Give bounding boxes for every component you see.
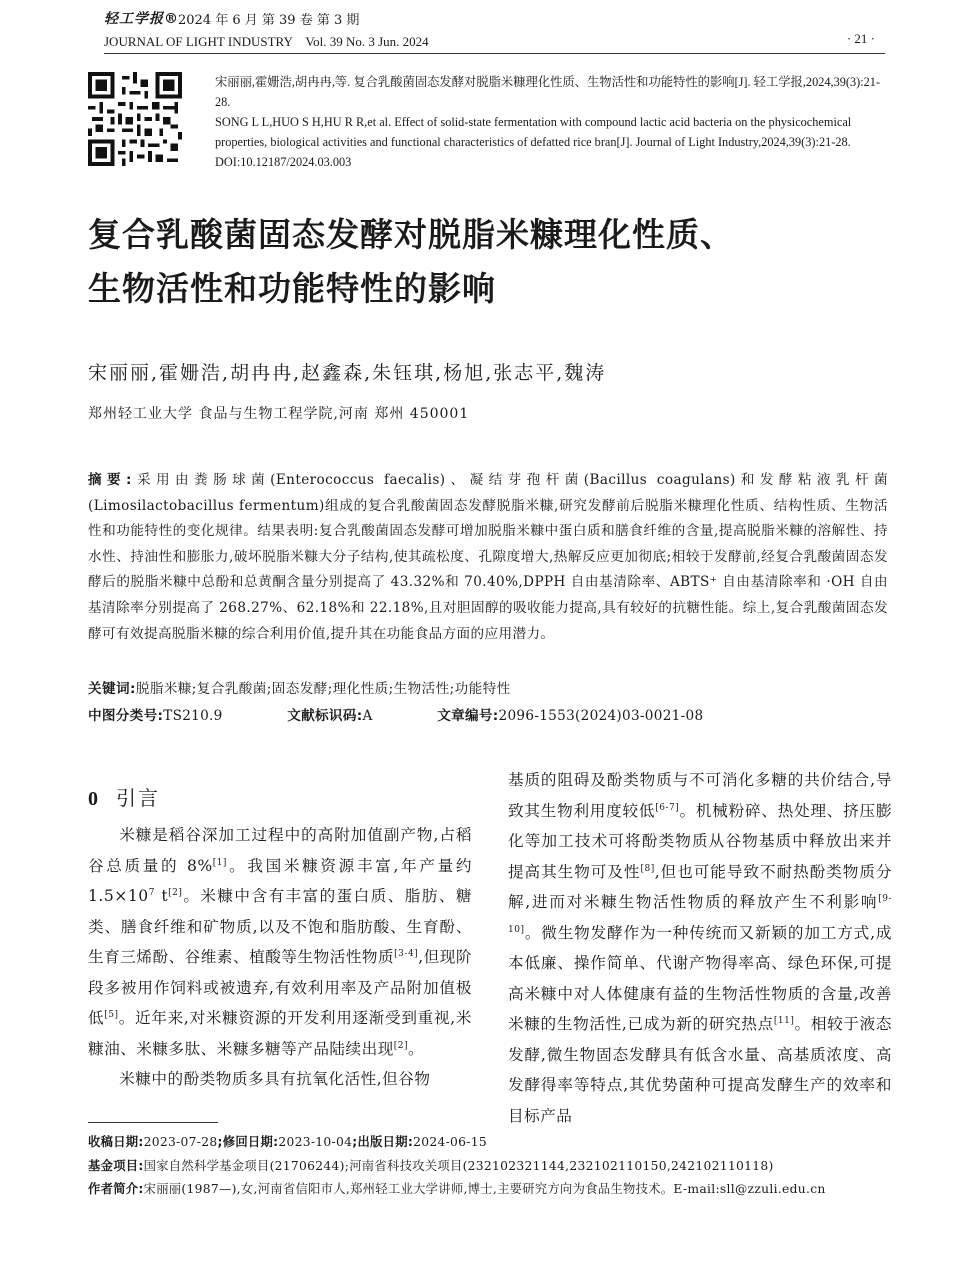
clc-code [88,708,253,724]
footnote-author [88,1178,888,1202]
title-line-2: 生物活性和功能特性的影响 [88,269,496,308]
abstract-label: 摘要: [88,472,132,488]
classification-line [88,704,763,724]
body-text: 。我国米糠资源丰富,年产量约 1.5×10 [88,856,472,905]
body-text: t [154,887,169,905]
footnote-dates [88,1131,888,1155]
page-number: · 21 · [846,31,875,46]
journal-name-en: JOURNAL OF LIGHT INDUSTRY Vol. 39 No. 3 Jun. 2024 [104,34,429,49]
footnote-funding [88,1155,888,1179]
funding-label: 基金项目: [88,1158,144,1173]
reference-link[interactable]: [11] [773,1015,795,1026]
author-bio-label: 作者简介: [88,1182,144,1196]
body-text: 。近年来,对米糠资源的开发利用逐渐受到重视,米糠油、米糠多肽、米糠多糖等产品陆续出现 [88,1009,472,1058]
reference-link[interactable]: [5] [104,1009,119,1020]
section-number: 0 [88,788,100,810]
keywords-label: 关键词: [88,681,136,697]
doc-label: 文献标识码: [287,708,363,724]
issue-info-cn: 2024 年 6 月 第 39 卷 第 3 期 [178,13,360,28]
abstract-text: 采用由粪肠球菌(Enterococcus faecalis)、凝结芽孢杆菌(Bacillus coagulans)和发酵粘液乳杆菌(Limosilactobacillus fermentum)组成的复合乳酸菌固态发酵脱脂米糠,研究发酵前后脱脂米糠理化性质、结构性质、生物活性和功能特性的变化规律。结果表明:复合乳酸菌固态发酵可增加脱脂米糠中蛋白质和膳食纤维的含量,提高脱脂米糠的溶解性、持水性、持油性和膨胀力,破坏脱脂米糠大分子结构,使其疏松度、孔隙度增大,热解反应更加彻底;相较于发酵前,经复合乳酸菌固态发酵后的脱脂米糠中总酚和总黄酮含量分别提高了 43.32%和 70.40%,DPPH 自由基清除率、ABTS⁺ 自由基清除率和 ·OH 自由基清除率分别提高了 268.27%、62.18%和 22.18%,且对胆固醇的吸收能力提高,具有较好的抗糖性能。综上,复合乳酸菌固态发酵可有效提高脱脂米糠的综合利用价值,提升其在功能食品方面的应用潜力。 [88,472,888,642]
citation-block [215,72,895,172]
reference-link[interactable]: [6-7] [655,802,680,813]
affiliation: 郑州轻工业大学 食品与生物工程学院,河南 郑州 450001 [88,406,470,422]
journal-logo: 轻工学报® [104,11,179,27]
article-value: 2096-1553(2024)03-0021-08 [498,708,704,724]
received-date: 2023-07-28 [143,1135,218,1149]
published-date: 2024-06-15 [413,1135,487,1149]
article-title [88,208,888,316]
body-text: 米糠中的酚类物质多具有抗氧化活性,但谷物 [119,1070,431,1088]
reference-link[interactable]: [3-4] [394,948,419,959]
body-column-right [508,765,892,1131]
abstract [88,468,888,647]
body-text: ,但也可能导致不耐热酚类物质分解,进而对米糠生物活性物质的释放产生不利影响 [508,862,892,911]
body-text: 。 [408,1039,425,1058]
article-number [437,708,733,724]
funding-text: 国家自然科学基金项目(21706244);河南省科技攻关项目(232102321144,232102110150,242102110118) [143,1158,774,1173]
citation-cn: 宋丽丽,霍姗浩,胡冉冉,等. 复合乳酸菌固态发酵对脱脂米糠理化性质、生物活性和功能特性的影响[J]. 轻工学报,2024,39(3):21-28. [215,75,881,109]
body-text: ,但现阶段多被用作饲料或被遗弃,有效利用率及产品附加值极低 [88,948,472,1027]
citation-en: SONG L L,HUO S H,HU R R,et al. Effect of solid-state fermentation with compound lactic acid bacteria on the physicochemical properties, biological activities and functional characteristics of defatted rice bran[J]. Journal of Light Industry,2024,39(3):21-28. DOI:10.12187/2024.03.003 [215,115,876,169]
reference-link[interactable]: [9-10] [508,893,892,935]
received-label: 收稿日期: [88,1135,144,1149]
qr-code-icon[interactable] [88,72,182,166]
footnotes [88,1131,888,1202]
body-text: 米糠是稻谷深加工过程中的高附加值副产物,占稻谷总质量的 8% [88,826,472,875]
body-text: 。米糠中含有丰富的蛋白质、脂肪、糖类、膳食纤维和矿物质,以及不饱和脂肪酸、生育酚、生育三烯酚、谷维素、植酸等生物活性物质 [88,887,472,966]
body-text: 。相较于液态发酵,微生物固态发酵具有低含水量、高基质浓度、高发酵得率等特点,其优势菌种可提高发酵生产的效率和目标产品 [508,1015,892,1125]
reference-link[interactable]: [2] [393,1040,409,1051]
revised-date: 2023-10-04 [278,1135,353,1149]
doc-value: A [362,708,373,724]
body-text: 基质的阻碍及酚类物质与不可消化多糖的共价结合,导致其生物利用度较低 [508,771,892,820]
revised-label: ;修回日期: [217,1135,279,1149]
body-column-left [88,820,472,1095]
section-title: 引言 [116,786,160,810]
author-list: 宋丽丽,霍姗浩,胡冉冉,赵鑫森,朱钰琪,杨旭,张志平,魏涛 [88,362,607,384]
reference-link[interactable]: [1] [212,857,227,868]
reference-link[interactable]: [2] [168,887,183,898]
keywords [88,677,511,697]
clc-value: TS210.9 [163,708,223,724]
exponent: 7 [148,887,155,898]
article-label: 文章编号: [437,708,499,724]
body-text: 。机械粉碎、热处理、挤压膨化等加工技术可将酚类物质从谷物基质中释放出来并提高其生物可及性 [508,801,892,881]
paragraph [88,820,472,1064]
published-label: ;出版日期: [352,1135,414,1149]
paragraph [88,1064,472,1095]
section-heading [88,782,160,811]
reference-link[interactable]: [8] [640,863,655,874]
title-line-1: 复合乳酸菌固态发酵对脱脂米糠理化性质、 [88,215,734,254]
header-divider [104,53,885,54]
clc-label: 中图分类号: [88,708,164,724]
body-text: 。微生物发酵作为一种传统而又新颖的加工方式,成本低廉、操作简单、代谢产物得率高、绿色环保,可提高米糠中对人体健康有益的生物活性物质的含量,改善米糠的生物活性,已成为新的研究热点 [508,923,892,1033]
author-bio-text[interactable]: 宋丽丽(1987—),女,河南省信阳市人,郑州轻工业大学讲师,博士,主要研究方向为食品生物技术。E-mail:sll@zzuli.edu.cn [143,1182,826,1196]
keywords-text: 脱脂米糠;复合乳酸菌;固态发酵;理化性质;生物活性;功能特性 [135,681,511,697]
document-code [287,708,402,724]
paragraph [508,765,892,1131]
footnote-divider [88,1122,218,1123]
